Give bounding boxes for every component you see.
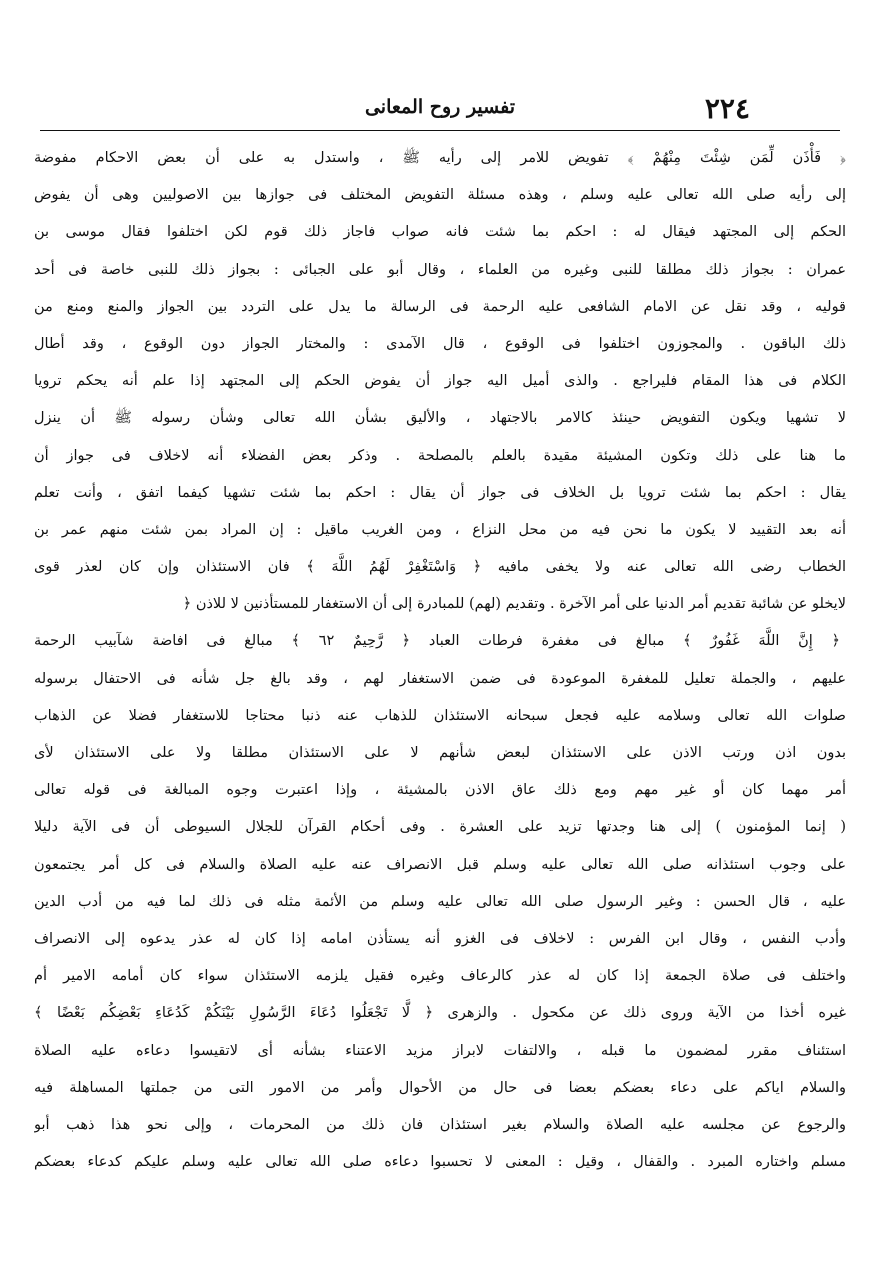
- text-line: مسلم واختاره المبرد . والقفال ، وقيل : المعنى لا تحسبوا دعاءه صلى الله تعالى عليه وسلم عليكم كدعاء بعضكم: [34, 1154, 846, 1171]
- text-line: غيره أخذا من الآية وروى ذلك عن مكحول . والزهرى ﴿ لَّا تَجْعَلُوا دُعَاءَ الرَّسُولِ بَيْنَكُمْ كَدُعَاءِ بَعْضِكُم بَعْضًا ﴾: [34, 1005, 846, 1022]
- text-line: عمران : بجواز ذلك مطلقا للنبى وغيره من العلماء ، وقال أبو على الجبائى : بجواز ذلك للنبى خاصة فى أحد: [34, 261, 846, 278]
- text-line: واختلف فى صلاة الجمعة إذا كان له عذر كالرعاف وغيره فقيل يلزمه الاستئذان سواء كان أمامه الامير أم: [34, 968, 846, 985]
- header-rule: [40, 130, 840, 131]
- text-line: استئناف مقرر لمضمون ما قبله ، والالتفات لابراز مزيد الاعتناء بشأنه أى لاتقيسوا دعاءه عليه الصلاة: [34, 1042, 846, 1059]
- text-line: قوليه ، وقد نقل عن الامام الشافعى عليه الرحمة فى الرسالة ما يدل على التردد بين الجواز والمنع ومنع من: [34, 298, 846, 315]
- text-line: بدون اذن ورتب الاذن على الاستئذان لبعض شأنهم لا على الاستئذان مطلقا ولا على الاستئذان لأى: [34, 745, 846, 761]
- text-line: لا تشهيا ويكون التفويض حينئذ كالامر بالاجتهاد ، والأليق بشأن الله تعالى وشأن رسوله ﷺ أن ينزل: [34, 410, 846, 427]
- text-line: والرجوع عن مجلسه عليه الصلاة والسلام بغير استئذان فان ذلك من المحرمات ، وإلى نحو هذا ذهب أبو: [34, 1116, 846, 1133]
- text-line: ﴿ إِنَّ اللَّهَ غَفُورٌ ﴾ مبالغ فى مغفرة فرطات العباد ﴿ رَّحِيمٌ ٦٢ ﴾ مبالغ فى افاضة شآبيب الرحمة: [34, 633, 840, 650]
- running-title: تفسير روح المعانى: [364, 96, 516, 118]
- text-line: يقال : احكم بما شئت ترويا بل الخلاف فى جواز أن يقال : احكم بما شئت تشهيا كيفما اتفق ، وأنت تعلم: [34, 484, 846, 501]
- text-line: ( إنما المؤمنون ) إلى هنا وجدتها تزيد على العشرة . وفى أحكام القرآن للجلال السيوطى أن فى الآية دليلا: [34, 819, 846, 836]
- text-line: ﴿ فَأْذَن لِّمَن شِئْتَ مِنْهُمْ ﴾ تفويض للامر إلى رأيه ﷺ ، واستدل به على أن بعض الاحكام مفوضة: [34, 150, 846, 166]
- text-line: الكلام فى هذا المقام فليراجع . والذى أميل اليه جواز أن يفوض الحكم إلى المجتهد إذا علم أنه يحكم ترويا: [34, 373, 846, 390]
- text-line: أنه بعد التقييد لا يكون ما نحن فيه من محل النزاع ، ومن الغريب ماقيل : إن المراد بمن شئت منهم عمر بن: [34, 521, 846, 538]
- page-header: [40, 92, 840, 132]
- text-line: لايخلو عن شائبة تقديم أمر الدنيا على أمر الآخرة . وتقديم (لهم) للمبادرة إلى أن الاستغفار للمستأذنين لا للاذن ﴿: [182, 596, 846, 613]
- text-line: وأدب النفس ، وقال ابن الفرس : لاخلاف فى الغزو أنه يستأذن امامه إذا كان له عذر يدعوه إلى الانصراف: [34, 930, 846, 947]
- text-line: والسلام اياكم على دعاء بعضكم بعضا فى حال من الأحوال وأمر من الامور التى من جملتها المساهلة فيه: [34, 1079, 846, 1096]
- text-line: عليه ، قال الحسن : وغير الرسول صلى الله تعالى عليه وسلم من الأئمة مثله فى ذلك لما فيه من أدب الدين: [34, 893, 846, 910]
- text-line: الخطاب رضى الله تعالى عنه ولا يخفى مافيه ﴿ وَاسْتَغْفِرْ لَهُمُ اللَّهَ ﴾ فان الاستئذان وإن كان لعذر قوى: [34, 559, 846, 576]
- text-line: ما هنا على ذلك وتكون المشيئة مقيدة بالعلم بالمصلحة . وذكر بعض الفضلاء أنه لاخلاف فى جواز أن: [34, 447, 846, 464]
- text-line: الحكم إلى المجتهد فيقال له : احكم بما شئت فانه صواب فاجاز ذلك قوم لكن اختلفوا فقال موسى بن: [34, 224, 846, 241]
- text-line: على وجوب استئذانه صلى الله تعالى عليه وسلم قبل الانصراف عنه عليه الصلاة والسلام فى كل أمر يجتمعون: [34, 856, 846, 873]
- text-line: إلى رأيه صلى الله تعالى عليه وسلم ، وهذه مسئلة التفويض المختلف فى جوازها بين الاصوليين وهى أن يفوض: [34, 187, 846, 204]
- text-line: ذلك الباقون . والمجوزون اختلفوا فى الوقوع ، قال الآمدى : والمختار الجواز دون الوقوع ، وقد أطال: [34, 335, 846, 352]
- body-text: [34, 140, 846, 1181]
- text-line: عليهم ، والجملة تعليل للمغفرة الموعودة فى ضمن الاستغفار لهم ، وقد بالغ جل شأنه فى الاحتفال برسوله: [34, 670, 846, 687]
- page-number: ٢٢٤: [704, 92, 750, 125]
- text-line: صلوات الله تعالى وسلامه عليه فجعل سبحانه الاستئذان للذهاب عنه ذنبا محتاجا للاستغفار فضلا عن الذهاب: [34, 707, 846, 724]
- text-line: أمر مهما كان أو غير مهم ومع ذلك عاق الاذن بالمشيئة ، وإذا اعتبرت وجوه المبالغة فى قوله تعالى: [34, 782, 846, 799]
